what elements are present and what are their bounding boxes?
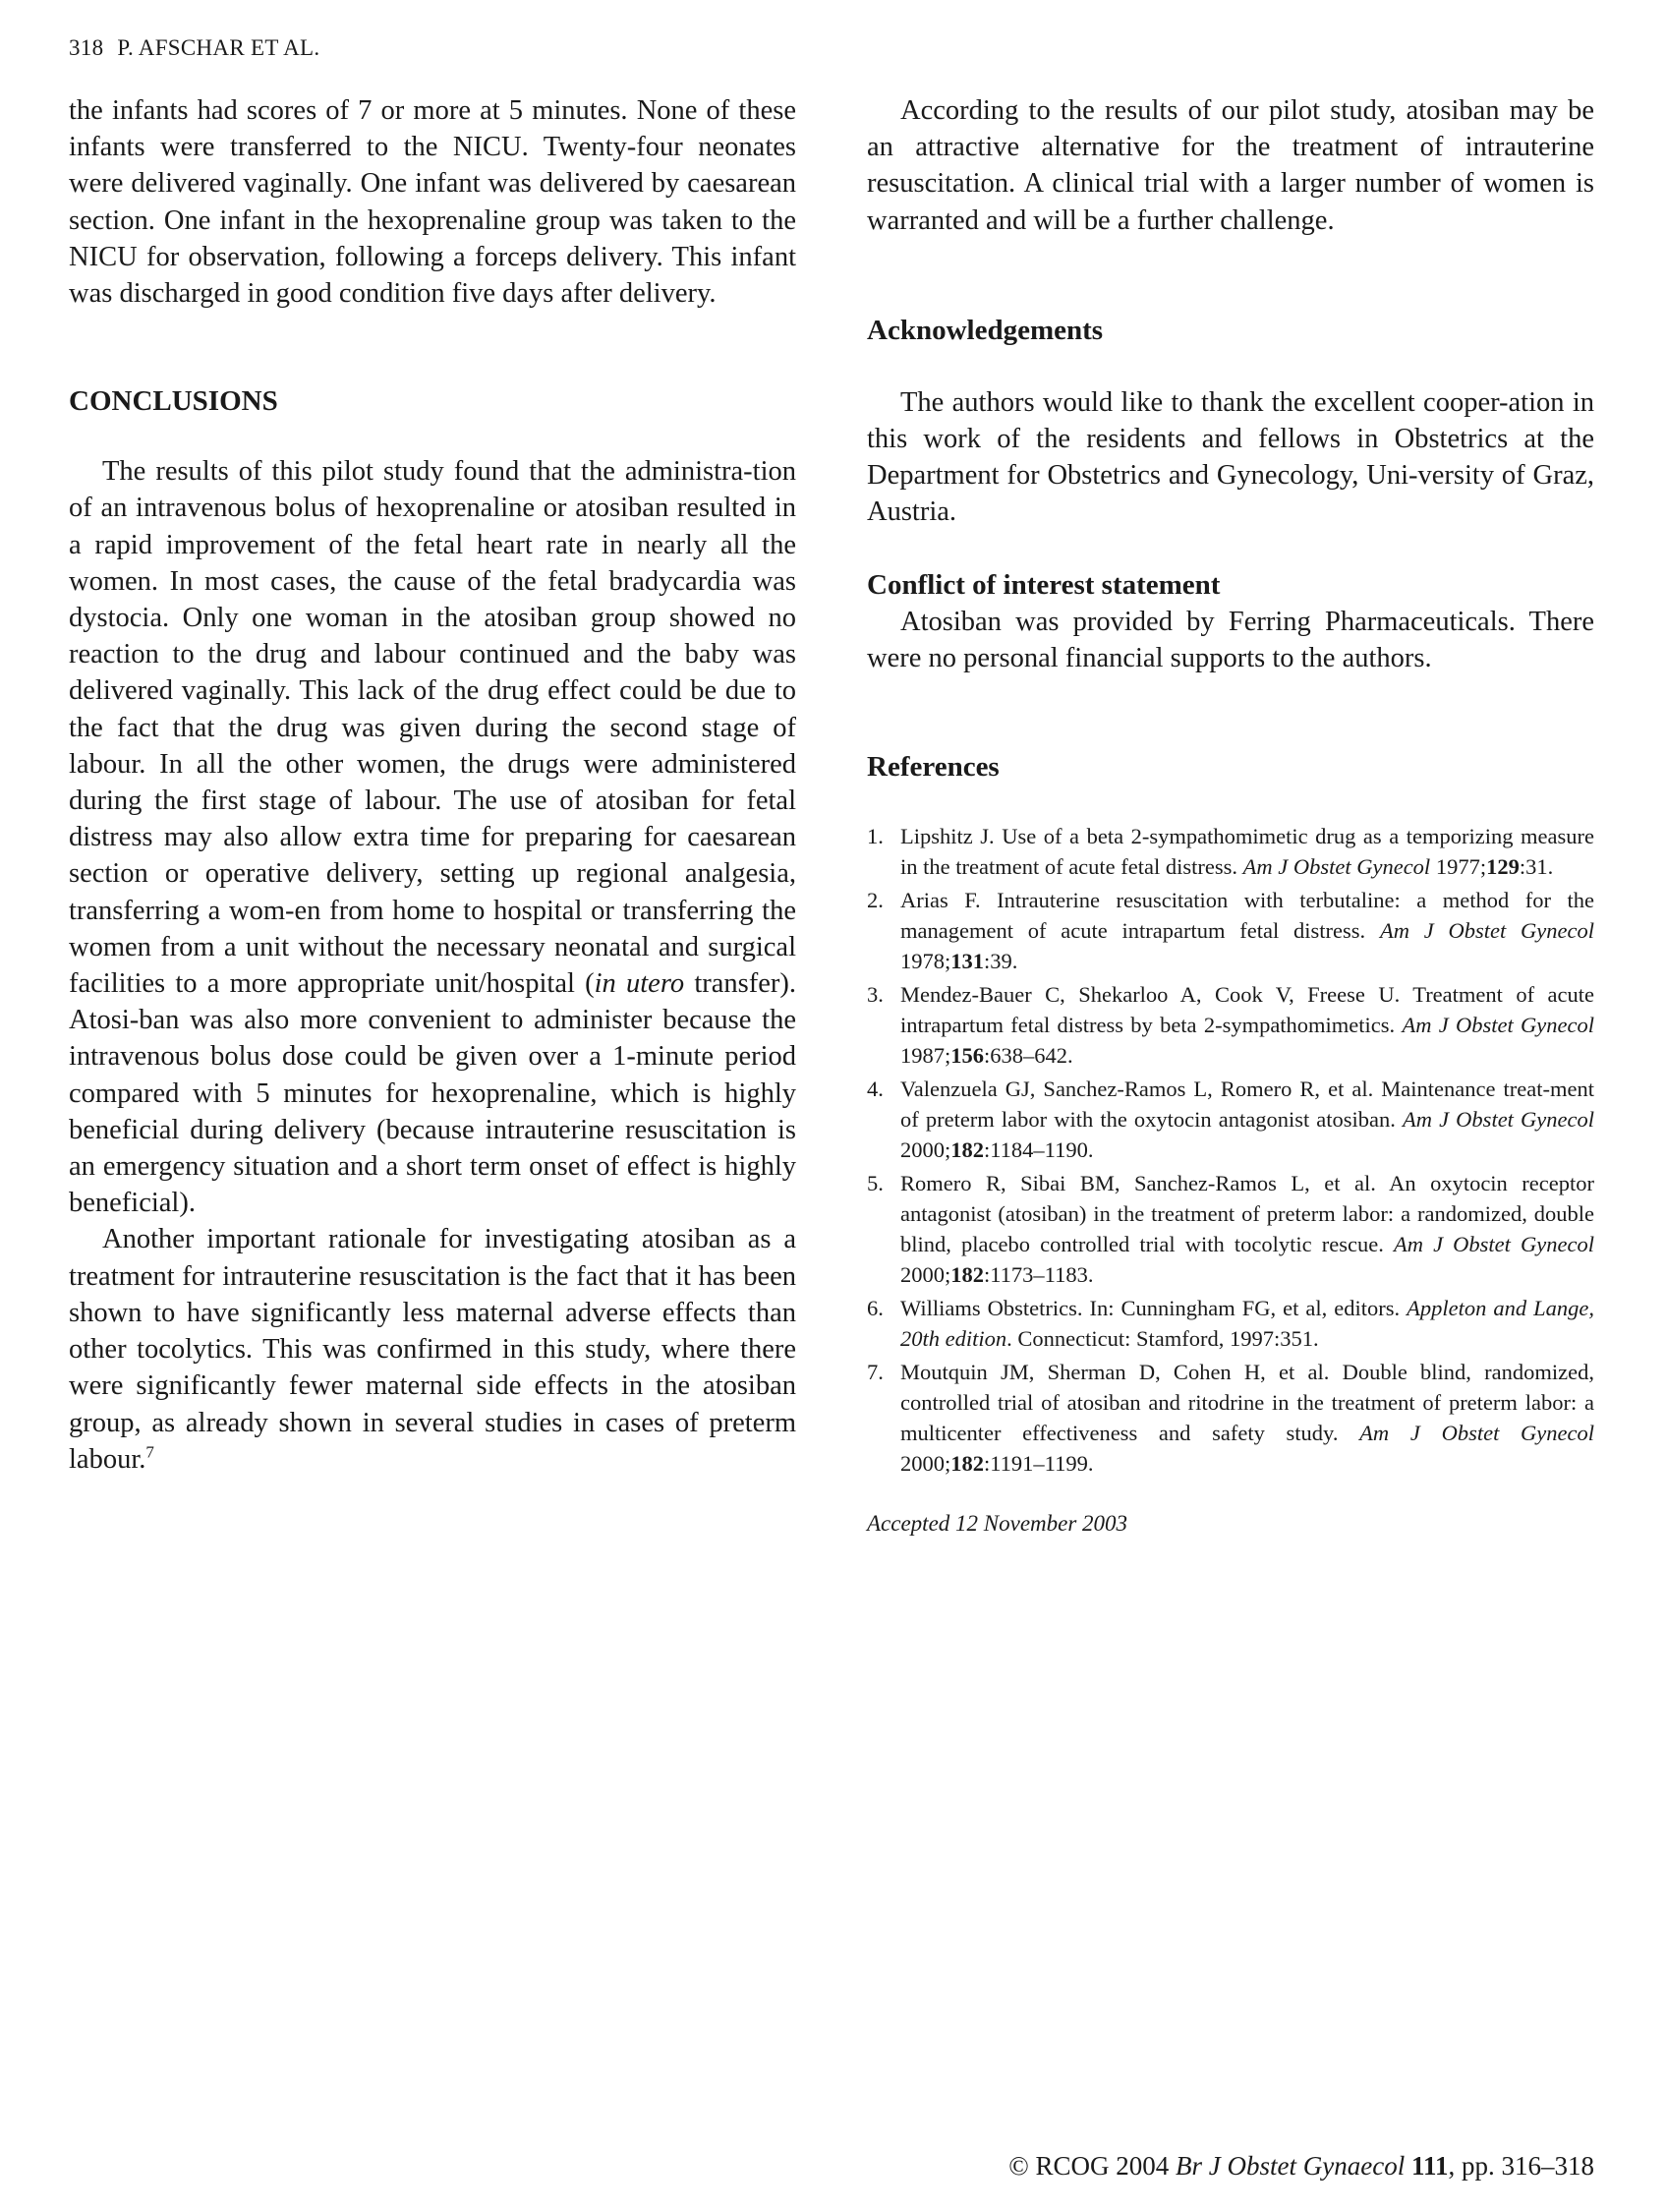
reference-number: 7.: [867, 1360, 884, 1385]
conclusions-paragraph-1: [69, 453, 796, 1221]
reference-number: 2.: [867, 888, 884, 913]
conclusions-heading: CONCLUSIONS: [69, 385, 278, 418]
reference-journal: Am J Obstet Gynecol: [1403, 1107, 1594, 1133]
reference-journal: Am J Obstet Gynecol: [1359, 1421, 1594, 1446]
footer-pages: , pp. 316–318: [1448, 2151, 1594, 2181]
conflict-of-interest-text: Atosiban was provided by Ferring Pharmaceuticals. There were no personal financial supports to the authors.: [867, 606, 1594, 673]
reference-volume: 182: [950, 1262, 985, 1288]
reference-pages: :39.: [984, 949, 1018, 974]
reference-year: 2000;: [900, 1262, 951, 1288]
footer-volume: 111: [1410, 2151, 1449, 2181]
page-number: 318: [69, 35, 104, 60]
running-head: [69, 35, 319, 61]
conclusions-paragraph-2: [69, 1221, 796, 1477]
reference-pages: :1184–1190.: [984, 1137, 1094, 1163]
reference-pages: :31.: [1519, 854, 1554, 880]
reference-journal: Am J Obstet Gynecol: [1242, 854, 1431, 880]
reference-year: 1987;: [900, 1043, 951, 1069]
reference-year: 2000;: [900, 1451, 951, 1477]
reference-item: [867, 1357, 1594, 1479]
reference-volume: 182: [950, 1451, 985, 1477]
conclusions-p1-text-a: The results of this pilot study found that the administra-tion of an intravenous bolus of hexoprenaline or atosiban resulted in a rapid improvement of the fetal heart rate in nearly all the women. In most cases, the cause of the fetal bradycardia was dystocia. Only one woman in the atosiban group showed no reaction to the drug and labour continued and the baby was delivered vaginally. This lack of the drug effect could be due to the fact that the drug was given during the second stage of labour. In all the other women, the drugs were administered during the first stage of labour. The use of atosiban for fetal distress may also allow extra time for preparing for caesarean section or operative delivery, setting up regional analgesia, transferring a wom-en from home to hospital or transferring the women from a unit without the necessary neonatal and surgical facilities to a more appropriate unit/hospital (: [69, 456, 796, 1000]
reference-text: Arias F. Intrauterine resuscitation with terbutaline: a method for the management of acute intrapartum fetal distress.: [900, 888, 1594, 944]
footer-journal: Br J Obstet Gynaecol: [1176, 2151, 1406, 2181]
reference-year: 1978;: [900, 949, 951, 974]
reference-journal: Am J Obstet Gynecol: [1393, 1232, 1594, 1257]
conclusions-p1-italic: in utero: [594, 968, 685, 1000]
reference-pages: :1191–1199.: [984, 1451, 1094, 1477]
reference-item: [867, 1293, 1594, 1354]
reference-year: 2000;: [900, 1137, 951, 1163]
conflict-of-interest-heading: Conflict of interest statement: [867, 568, 1221, 601]
conclusions-right-paragraph: According to the results of our pilot study, atosiban may be an attractive alternative for the treatment of intrauterine resuscitation. A clinical trial with a larger number of women is warranted and will be a further challenge.: [867, 95, 1594, 236]
reference-journal: Appleton and Lange, 20th edition: [900, 1296, 1595, 1352]
reference-text: Valenzuela GJ, Sanchez-Ramos L, Romero R, et al. Maintenance treat-ment of preterm labor with the oxytocin antagonist atosiban.: [900, 1077, 1594, 1133]
reference-text: Romero R, Sibai BM, Sanchez-Ramos L, et al. An oxytocin receptor antagonist (atosiban) in the treatment of preterm labor: a randomized, double blind, placebo controlled trial with tocolytic rescue.: [900, 1171, 1594, 1257]
reference-year: . Connecticut: Stamford, 1997:351.: [1006, 1326, 1319, 1352]
reference-number: 3.: [867, 982, 884, 1008]
running-head-authors: P. AFSCHAR ET AL.: [117, 35, 320, 60]
reference-journal: Am J Obstet Gynecol: [1379, 918, 1595, 944]
reference-item: [867, 1168, 1594, 1290]
citation-superscript: 7: [145, 1442, 154, 1462]
reference-number: 4.: [867, 1077, 884, 1102]
reference-item: [867, 979, 1594, 1071]
reference-number: 1.: [867, 824, 884, 849]
reference-text: Williams Obstetrics. In: Cunningham FG, et al, editors.: [900, 1296, 1407, 1321]
reference-text: Mendez-Bauer C, Shekarloo A, Cook V, Freese U. Treatment of acute intrapartum fetal distress by beta 2-sympathomimetics.: [900, 982, 1594, 1038]
conclusions-p1-text-b: transfer). Atosi-ban was also more convenient to administer because the intravenous bolus dose could be given over a 1-minute period compared with 5 minutes for hexoprenaline, which is highly beneficial during delivery (because intrauterine resuscitation is an emergency situation and a short term onset of effect is highly beneficial).: [69, 968, 796, 1219]
reference-year: 1977;: [1430, 854, 1487, 880]
reference-pages: :1173–1183.: [984, 1262, 1094, 1288]
references-list: [867, 821, 1594, 1479]
reference-item: [867, 1074, 1594, 1165]
reference-volume: 131: [950, 949, 985, 974]
acknowledgements-text: The authors would like to thank the excellent cooper-ation in this work of the residents and fellows in Obstetrics at the Department for Obstetrics and Gynecology, Uni-versity of Graz, Austria.: [867, 386, 1594, 528]
reference-journal: Am J Obstet Gynecol: [1402, 1013, 1594, 1038]
left-column: [69, 92, 796, 1478]
footer-citation: [1008, 2151, 1594, 2182]
acknowledgements-heading: Acknowledgements: [867, 314, 1104, 346]
accepted-date: Accepted 12 November 2003: [867, 1511, 1128, 1537]
reference-text: Lipshitz J. Use of a beta 2-sympathomimetic drug as a temporizing measure in the treatment of acute fetal distress.: [900, 824, 1594, 880]
reference-volume: 129: [1486, 854, 1520, 880]
reference-volume: 182: [950, 1137, 985, 1163]
reference-number: 5.: [867, 1171, 884, 1196]
reference-item: [867, 885, 1594, 976]
reference-pages: :638–642.: [984, 1043, 1073, 1069]
footer-copyright: © RCOG 2004: [1008, 2151, 1177, 2181]
conclusions-p2-text: Another important rationale for investigating atosiban as a treatment for intrauterine resuscitation is the fact that it has been shown to have significantly less maternal adverse effects than other tocolytics. This was confirmed in this study, where there were significantly fewer maternal side effects in the atosiban group, as already shown in several studies in cases of preterm labour.: [69, 1224, 796, 1475]
reference-item: [867, 821, 1594, 882]
reference-volume: 156: [950, 1043, 985, 1069]
reference-number: 6.: [867, 1296, 884, 1321]
results-continuation-paragraph: the infants had scores of 7 or more at 5 minutes. None of these infants were transferred to the NICU. Twenty-four neonates were delivered vaginally. One infant was delivered by caesarean section. One infant in the hexoprenaline group was taken to the NICU for observation, following a forceps delivery. This infant was discharged in good condition five days after delivery.: [69, 95, 796, 310]
reference-text: Moutquin JM, Sherman D, Cohen H, et al. Double blind, randomized, controlled trial of atosiban and ritodrine in the treatment of preterm labor: a multicenter effectiveness and safety study.: [900, 1360, 1594, 1446]
references-heading: References: [867, 751, 1000, 784]
right-column: [867, 92, 1594, 1542]
